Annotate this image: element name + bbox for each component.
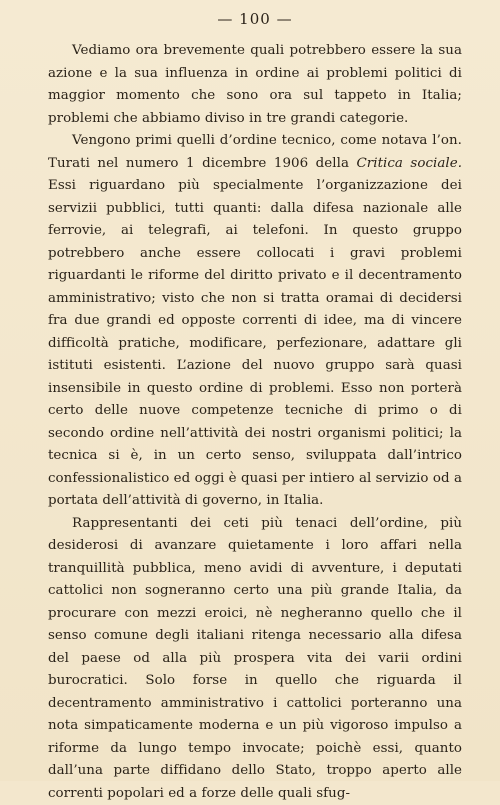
page-number: — 100 — bbox=[48, 10, 462, 28]
paragraph-3: Rappresentanti dei ceti più tenaci dell’ordine, più desiderosi di avanzare quietamente i loro affari nella tranquillità pubblica, meno avidi di avventure, i deputati cattolici non sogneranno certo una più grande Italia, da procurare con mezzi eroici, nè negheranno quello che il senso comune degli italiani ritenga necessario alla difesa del paese od alla più prospera vita dei varii ordini burocratici. Solo forse in quello che riguarda il decentramento amministrativo i cattolici porteranno una nota simpaticamente moderna e un più vigoroso impulso a riforme da lungo tempo invocate; poichè essi, quanto dall’una parte diffidano dello Stato, troppo aperto alle correnti popolari ed a forze delle quali sfug- bbox=[48, 513, 462, 805]
journal-title: Critica sociale. bbox=[357, 156, 463, 171]
paragraph-1: Vediamo ora brevemente quali potrebbero essere la sua azione e la sua influenza in ordine ai problemi politici di maggior momento che sono ora sul tappeto in Italia; problemi che abbiamo diviso in tre grandi categorie. bbox=[48, 40, 462, 130]
paragraph-2 bbox=[48, 130, 462, 513]
paragraph-2-text-before: Vengono primi quelli d’ordine tecnico, come notava l’on. Turati nel numero 1 dicembre 1906 della bbox=[48, 133, 462, 171]
paragraph-2-text-after: Essi riguardano più specialmente l’organizzazione dei servizii pubblici, tutti quanti: dalla difesa nazionale alle ferrovie, ai telegrafi, ai telefoni. In questo gruppo potrebbero anche essere collocati i gravi problemi riguardanti le riforme del diritto privato e il decentramento amministrativo; visto che non si tratta oramai di decidersi fra due grandi ed opposte correnti di idee, ma di vincere difficoltà pratiche, modificare, perfezionare, adattare gli istituti esistenti. L’azione del nuovo gruppo sarà quasi insensibile in questo ordine di problemi. Esso non porterà certo delle nuove competenze tecniche di primo o di secondo ordine nell’attività dei nostri organismi politici; la tecnica si è, in un certo senso, sviluppata dall’intrico confessionalistico ed oggi è quasi per intiero al servizio od a portata dell’attività di governo, in Italia. bbox=[48, 178, 462, 508]
